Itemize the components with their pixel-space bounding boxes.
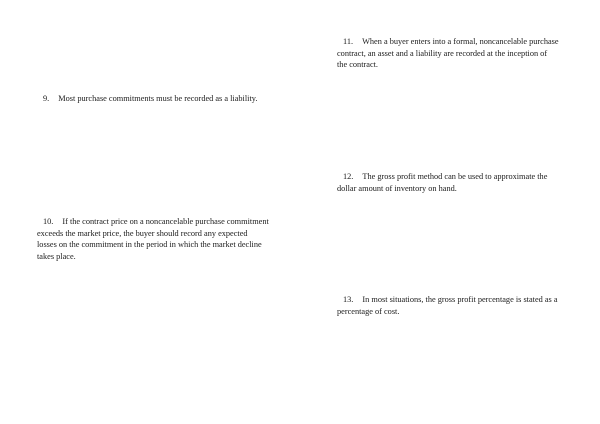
question-number: 13. bbox=[343, 295, 354, 304]
question-9 bbox=[37, 93, 262, 105]
question-text: Most purchase commitments must be recorded as a liability. bbox=[58, 94, 258, 103]
question-number: 9. bbox=[43, 94, 50, 103]
question-12 bbox=[337, 171, 559, 194]
question-13 bbox=[337, 294, 569, 317]
question-number: 11. bbox=[343, 37, 354, 46]
question-text: The gross profit method can be used to approximate the dollar amount of inventory on hand. bbox=[337, 172, 548, 193]
question-text: In most situations, the gross profit percentage is stated as a percentage of cost. bbox=[337, 295, 558, 316]
question-number: 12. bbox=[343, 172, 354, 181]
question-10 bbox=[37, 216, 269, 262]
question-number: 10. bbox=[43, 217, 54, 226]
question-text: When a buyer enters into a formal, noncancelable purchase contract, an asset and a liability are recorded at the inception of the contract. bbox=[337, 37, 559, 69]
question-11 bbox=[337, 36, 559, 71]
question-text: If the contract price on a noncancelable purchase commitment exceeds the market price, the buyer should record any expected losses on the commitment in the period in which the market decline takes place. bbox=[37, 217, 269, 261]
